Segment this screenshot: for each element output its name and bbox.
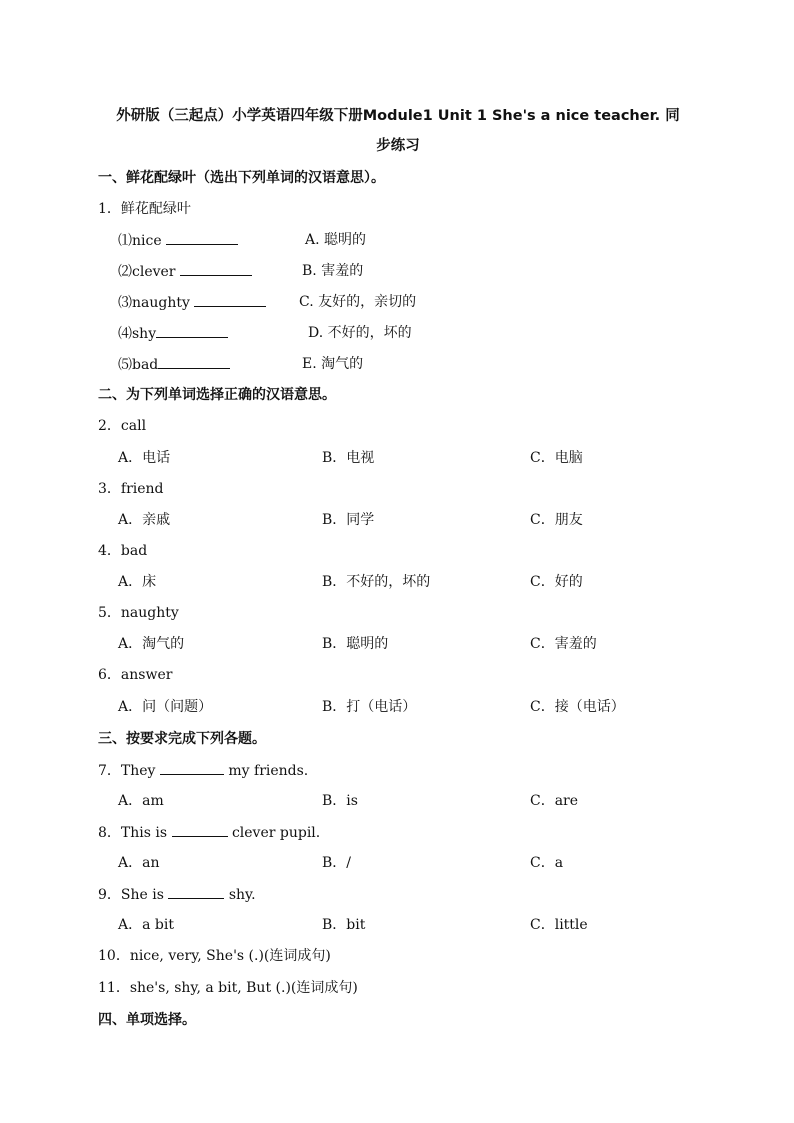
question-3-stem: 3．friend [98, 481, 164, 497]
match-item-2 [118, 261, 252, 282]
answer-blank[interactable] [168, 884, 224, 899]
question-8-prefix: 8．This is [98, 825, 168, 841]
question-8-option-b[interactable]: B．/ [322, 855, 352, 871]
question-7-stem [98, 760, 308, 781]
answer-blank[interactable] [194, 292, 266, 307]
match-option-d: D. 不好的，坏的 [308, 325, 412, 341]
question-5-stem: 5．naughty [98, 605, 179, 621]
question-1-stem: 1．鲜花配绿叶 [98, 201, 191, 217]
question-6-option-b[interactable]: B．打（电话） [322, 699, 417, 715]
question-8-stem [98, 822, 320, 843]
question-7-suffix: my friends. [228, 763, 309, 779]
question-7-option-b[interactable]: B．is [322, 793, 358, 809]
match-word: ⑷shy [118, 326, 157, 342]
answer-blank[interactable] [166, 230, 238, 245]
answer-blank[interactable] [160, 760, 224, 775]
question-2-option-c[interactable]: C．电脑 [530, 450, 583, 466]
question-8-suffix: clever pupil. [231, 825, 321, 841]
question-6-stem: 6．answer [98, 667, 173, 683]
answer-blank[interactable] [172, 822, 228, 837]
match-option-a: A. 聪明的 [305, 232, 367, 248]
match-item-4 [118, 323, 228, 344]
question-5-option-b[interactable]: B．聪明的 [322, 636, 389, 652]
question-2-option-b[interactable]: B．电视 [322, 450, 375, 466]
question-9-option-c[interactable]: C．little [530, 917, 588, 933]
section-4-heading: 四、单项选择。 [98, 1012, 196, 1028]
question-6-option-c[interactable]: C．接（电话） [530, 699, 625, 715]
question-6-option-a[interactable]: A．问（问题） [118, 699, 213, 715]
question-7-option-a[interactable]: A．am [118, 793, 164, 809]
question-8-option-c[interactable]: C．a [530, 855, 564, 871]
question-9-stem [98, 884, 256, 905]
question-3-option-c[interactable]: C．朋友 [530, 512, 583, 528]
question-7-option-c[interactable]: C．are [530, 793, 579, 809]
match-option-e: E. 淘气的 [302, 356, 364, 372]
match-word: ⑵clever [118, 264, 176, 280]
question-3-option-a[interactable]: A．亲戚 [118, 512, 171, 528]
section-1-heading: 一、鲜花配绿叶（选出下列单词的汉语意思）。 [98, 170, 385, 186]
match-item-1 [118, 230, 238, 251]
question-7-prefix: 7．They [98, 763, 156, 779]
question-9-option-b[interactable]: B．bit [322, 917, 366, 933]
question-4-option-a[interactable]: A．床 [118, 574, 157, 590]
section-2-heading: 二、为下列单词选择正确的汉语意思。 [98, 387, 336, 403]
match-word: ⑸bad [118, 357, 159, 373]
question-2-stem: 2．call [98, 418, 147, 434]
question-2-option-a[interactable]: A．电话 [118, 450, 171, 466]
question-4-option-b[interactable]: B．不好的，坏的 [322, 574, 431, 590]
question-5-option-c[interactable]: C．害羞的 [530, 636, 597, 652]
match-option-c: C. 友好的，亲切的 [299, 294, 417, 310]
answer-blank[interactable] [180, 261, 252, 276]
question-5-option-a[interactable]: A．淘气的 [118, 636, 185, 652]
question-9-prefix: 9．She is [98, 887, 164, 903]
title-line-1: 外研版（三起点）小学英语四年级下册Module1 Unit 1 She's a nice teacher. 同 [116, 108, 680, 124]
page-title [98, 101, 698, 161]
question-8-option-a[interactable]: A．an [118, 855, 160, 871]
answer-blank[interactable] [158, 354, 230, 369]
match-item-3 [118, 292, 266, 313]
question-9-option-a[interactable]: A．a bit [118, 917, 174, 933]
question-10-stem: 10．nice, very, She's (.)(连词成句) [98, 948, 331, 964]
match-item-5 [118, 354, 230, 375]
match-word: ⑶naughty [118, 295, 190, 311]
question-11-stem: 11．she's, shy, a bit, But (.)(连词成句) [98, 980, 358, 996]
question-4-stem: 4．bad [98, 543, 148, 559]
answer-blank[interactable] [156, 323, 228, 338]
match-word: ⑴nice [118, 233, 162, 249]
match-option-b: B. 害羞的 [302, 263, 364, 279]
title-line-2: 步练习 [376, 138, 420, 154]
question-3-option-b[interactable]: B．同学 [322, 512, 375, 528]
question-4-option-c[interactable]: C．好的 [530, 574, 583, 590]
section-3-heading: 三、按要求完成下列各题。 [98, 731, 266, 747]
question-9-suffix: shy. [228, 887, 256, 903]
